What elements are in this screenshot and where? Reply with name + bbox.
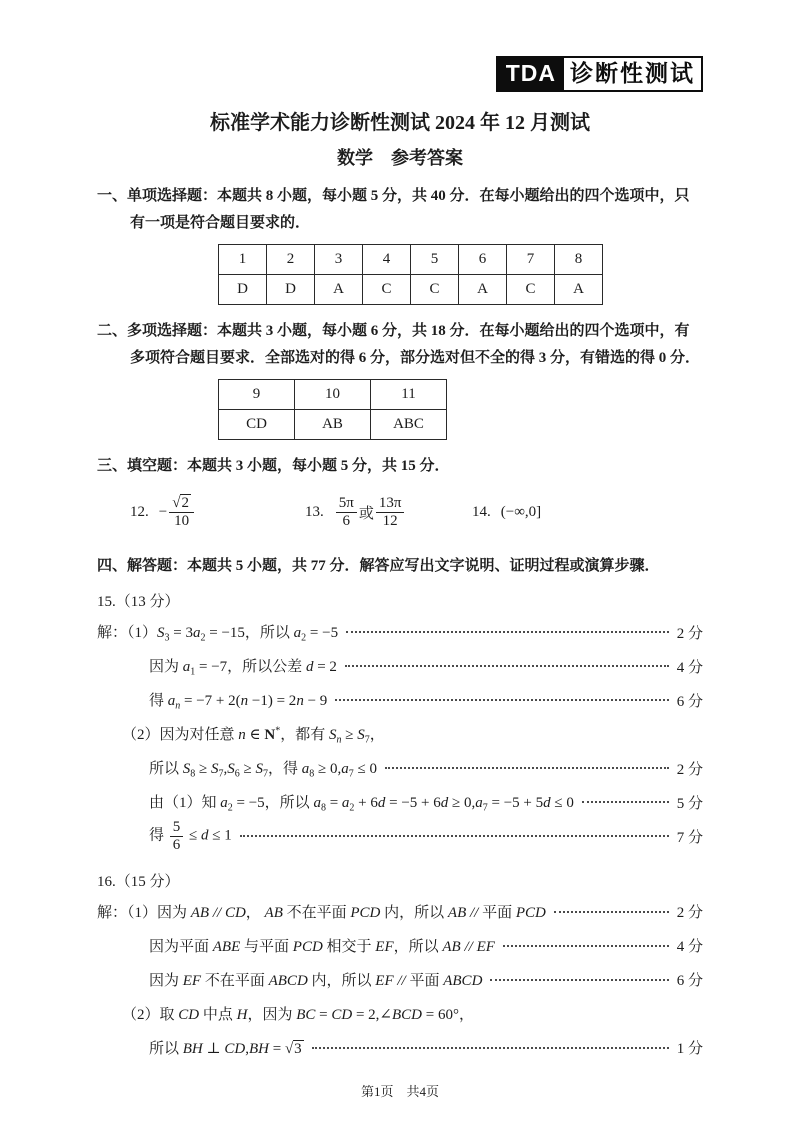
solution-line bbox=[97, 819, 703, 854]
answer-cell: AB bbox=[295, 410, 371, 440]
math-italic: ABCD bbox=[443, 973, 483, 990]
math-italic: S bbox=[157, 624, 165, 641]
question-number-cell: 10 bbox=[295, 380, 371, 410]
answer-cell: CD bbox=[219, 410, 295, 440]
fill-blank-number: 14. bbox=[472, 503, 491, 520]
solution-score: 4 分 bbox=[676, 939, 703, 956]
math-italic: a bbox=[475, 794, 483, 811]
question-number-cell: 8 bbox=[555, 245, 603, 275]
math-italic: n bbox=[175, 700, 181, 712]
math-sqrt: √2 bbox=[172, 494, 189, 511]
math-subscript bbox=[336, 734, 341, 745]
solution-line-content: 得 $a_n = -7 + 2(n -1) = 2n - 9$ bbox=[149, 692, 328, 712]
math-italic: a bbox=[182, 658, 191, 675]
solution-line-content: 所以 BH ⊥ CD,BH = √3 bbox=[149, 1041, 302, 1058]
math-fraction bbox=[170, 819, 184, 854]
math-italic: CD bbox=[331, 1007, 353, 1024]
dotted-leader bbox=[503, 945, 669, 947]
solution-score: 7 分 bbox=[676, 829, 703, 846]
solution-line-content: 因为 EF 不在平面 ABCD 内，所以 EF // 平面 ABCD bbox=[149, 973, 483, 990]
math-italic: a bbox=[341, 794, 350, 811]
solution-score: 1 分 bbox=[676, 1041, 703, 1058]
math-subscript: 2 bbox=[200, 632, 206, 644]
solution-line-content: 得 $\frac{5}{6}$ ≤ d ≤ 1 bbox=[149, 819, 232, 853]
math-italic: BH bbox=[182, 1041, 203, 1058]
solution-line bbox=[97, 683, 703, 717]
solution-line bbox=[97, 895, 703, 929]
fill-blank-answer bbox=[130, 484, 196, 540]
solution-line bbox=[97, 929, 703, 963]
sqrt-radicand: 2 bbox=[181, 494, 189, 511]
fill-blank-answers-row bbox=[97, 484, 703, 540]
math-italic: // bbox=[397, 973, 406, 990]
solutions-area bbox=[97, 590, 703, 1065]
math-subscript: 7 bbox=[262, 768, 268, 780]
question-number-cell: 6 bbox=[459, 245, 507, 275]
fraction-numerator bbox=[169, 495, 194, 513]
solution-line-content: 因为 $a_1 = -7$，所以公差 d = 2 bbox=[149, 658, 337, 678]
math-italic: AB bbox=[447, 905, 467, 922]
math-italic: n bbox=[336, 734, 342, 746]
math-subscript: 7 bbox=[218, 768, 224, 780]
fill-blank-number: 12. bbox=[130, 503, 149, 520]
math-italic: PCD bbox=[292, 939, 323, 956]
math-italic: a bbox=[301, 760, 310, 777]
dotted-leader bbox=[490, 979, 668, 981]
multi-choice-answer-table bbox=[218, 379, 447, 440]
math-italic: d bbox=[440, 794, 449, 811]
math-sqrt: √3 bbox=[284, 1041, 302, 1058]
fill-blank-value: − $\frac{√2}{10}$ bbox=[159, 495, 196, 530]
tda-logo-label: 诊断性测试 bbox=[564, 58, 701, 90]
math-subscript: 7 bbox=[348, 768, 354, 780]
math-italic: n bbox=[296, 692, 304, 709]
math-italic: CD bbox=[224, 905, 246, 922]
solution-line bbox=[97, 615, 703, 649]
section-heading-single-choice: 一、单项选择题：本题共 8 小题，每小题 5 分，共 40 分．在每小题给出的四个选项中，只有一项是符合题目要求的． bbox=[97, 188, 690, 231]
solution-score: 6 分 bbox=[676, 693, 703, 710]
question-number-cell: 2 bbox=[267, 245, 315, 275]
math-italic: PCD bbox=[515, 905, 546, 922]
question-number-cell: 3 bbox=[315, 245, 363, 275]
math-subscript: 6 bbox=[234, 768, 240, 780]
solution-line bbox=[97, 649, 703, 683]
math-bold: N bbox=[264, 726, 276, 743]
math-italic: a bbox=[341, 760, 349, 777]
solution-line-content: 所以 $S_8 \ge S_7,S_6 \ge S_7$，得 $a_8 \ge 0,a_7 \le 0$ bbox=[149, 760, 377, 780]
solution-score: 4 分 bbox=[676, 659, 703, 676]
problem-solution-block bbox=[97, 615, 703, 854]
dotted-leader bbox=[385, 767, 669, 769]
math-fraction bbox=[336, 495, 357, 530]
math-italic: n bbox=[238, 726, 246, 743]
math-italic: // bbox=[464, 939, 473, 956]
math-subscript: 2 bbox=[349, 802, 355, 814]
question-number-cell: 7 bbox=[507, 245, 555, 275]
page-title: 标准学术能力诊断性测试 2024 年 12 月测试 bbox=[210, 112, 590, 134]
fraction-numerator: 13π bbox=[376, 495, 405, 513]
math-italic: H bbox=[236, 1007, 248, 1024]
math-italic: a bbox=[192, 624, 201, 641]
math-subscript: 8 bbox=[190, 768, 196, 780]
question-number-cell: 9 bbox=[219, 380, 295, 410]
math-italic: ABE bbox=[212, 939, 241, 956]
math-italic: a bbox=[313, 794, 321, 811]
sqrt-radicand: 3 bbox=[294, 1041, 302, 1058]
section-heading-fill-blank: 三、填空题：本题共 3 小题，每小题 5 分，共 15 分． bbox=[97, 458, 450, 474]
math-italic: a bbox=[220, 794, 228, 811]
answer-cell: C bbox=[507, 275, 555, 305]
solution-line bbox=[97, 997, 703, 1031]
question-number-cell: 1 bbox=[219, 245, 267, 275]
math-italic: BCD bbox=[392, 1007, 422, 1024]
solution-line-content: （2）因为对任意 n ∈ N*，都有 $S_n \ge S_7$， bbox=[122, 725, 385, 746]
dotted-leader bbox=[335, 699, 668, 701]
solution-line-content: 解：$(1)S_3 = 3a_2 = -15$，所以 $a_2 = -5$ bbox=[97, 624, 339, 644]
solution-score: 2 分 bbox=[676, 761, 703, 778]
fill-blank-answer bbox=[305, 484, 406, 540]
single-choice-answer-table bbox=[218, 244, 603, 305]
math-italic: S bbox=[182, 760, 191, 777]
answer-cell: ABC bbox=[371, 410, 447, 440]
problem-header: 16.（15 分） bbox=[97, 873, 180, 890]
answer-cell: C bbox=[363, 275, 411, 305]
math-italic: // bbox=[469, 905, 479, 922]
math-italic: d bbox=[201, 827, 209, 844]
fraction-denominator: 10 bbox=[174, 512, 190, 529]
math-italic: a bbox=[167, 692, 176, 709]
math-italic: d bbox=[543, 794, 551, 811]
solution-line bbox=[97, 1031, 703, 1065]
math-subscript: 8 bbox=[320, 802, 326, 814]
math-fraction bbox=[376, 495, 405, 530]
answer-cell: A bbox=[555, 275, 603, 305]
math-italic: EF bbox=[182, 973, 202, 990]
math-italic: PCD bbox=[350, 905, 381, 922]
math-italic: AB bbox=[190, 905, 210, 922]
answer-cell: D bbox=[267, 275, 315, 305]
solution-line-content: 由（1）知 $a_2 = -5$，所以 $a_8 = a_2 + 6d = -5 + 6d \ge 0,a_7 = -5 + 5d \le 0$ bbox=[149, 794, 574, 814]
solution-line-content: （2）取 CD 中点 H，因为 BC = CD = 2,∠BCD = 60°， bbox=[122, 1007, 474, 1024]
question-number-cell: 11 bbox=[371, 380, 447, 410]
fill-blank-answer bbox=[472, 484, 541, 540]
solution-score: 2 分 bbox=[676, 905, 703, 922]
page-footer: 第1页 共4页 bbox=[360, 1083, 439, 1099]
solution-score: 2 分 bbox=[676, 625, 703, 642]
question-number-cell: 5 bbox=[411, 245, 459, 275]
answer-cell: A bbox=[459, 275, 507, 305]
answer-cell: A bbox=[315, 275, 363, 305]
math-italic: AB bbox=[442, 939, 461, 956]
math-italic: BH bbox=[248, 1041, 269, 1058]
math-italic: d bbox=[377, 794, 386, 811]
math-subscript: 2 bbox=[301, 632, 307, 644]
fill-blank-number: 13. bbox=[305, 503, 324, 520]
math-italic: S bbox=[227, 760, 235, 777]
math-italic: // bbox=[212, 905, 222, 922]
fraction-numerator: 5π bbox=[336, 495, 357, 513]
fraction-denominator: 12 bbox=[382, 512, 398, 529]
section-heading-solutions: 四、解答题：本题共 5 小题，共 77 分．解答应写出文字说明、证明过程或演算步骤． bbox=[97, 558, 660, 574]
math-subscript: 7 bbox=[482, 802, 488, 814]
tda-logo-abbr: TDA bbox=[498, 58, 564, 90]
problem-header: 15.（13 分） bbox=[97, 594, 180, 610]
math-italic: EF bbox=[375, 939, 394, 956]
fill-blank-value: $\frac{5\pi}{6}$ 或 $\frac{13\pi}{12}$ bbox=[334, 495, 407, 530]
solution-line bbox=[97, 963, 703, 997]
dotted-leader bbox=[345, 665, 669, 667]
section-heading-multi-choice: 二、多项选择题：本题共 3 小题，每小题 6 分，共 18 分．在每小题给出的四个选项中，有多项符合题目要求．全部选对的得 6 分，部分选对但不全的得 3 分，有错选的得 0 分． bbox=[97, 323, 701, 366]
solution-score: 5 分 bbox=[676, 795, 703, 812]
math-italic: AB bbox=[264, 905, 283, 922]
solution-line bbox=[97, 717, 703, 751]
solution-score: 6 分 bbox=[676, 973, 703, 990]
fraction-denominator: 6 bbox=[342, 512, 351, 529]
math-subscript: 1 bbox=[190, 666, 196, 678]
math-subscript: 7 bbox=[364, 734, 370, 746]
math-subscript: 3 bbox=[164, 632, 170, 644]
math-italic: S bbox=[255, 760, 263, 777]
solution-line-content: 解：（1）因为 AB // CD， AB 不在平面 PCD 内，所以 AB // 平面 PCD bbox=[97, 905, 546, 922]
solution-line-content: 因为平面 ABE 与平面 PCD 相交于 EF，所以 AB // EF bbox=[149, 939, 495, 956]
dotted-leader bbox=[312, 1047, 669, 1049]
tda-logo bbox=[496, 56, 703, 92]
solution-line bbox=[97, 751, 703, 785]
fill-blank-value: (−∞,0] bbox=[500, 503, 542, 520]
dotted-leader bbox=[240, 835, 669, 837]
math-italic: S bbox=[328, 726, 337, 743]
page-subtitle: 数学 参考答案 bbox=[337, 148, 463, 168]
fraction-denominator: 6 bbox=[172, 836, 181, 853]
math-italic: ABCD bbox=[268, 973, 308, 990]
math-italic: S bbox=[211, 760, 219, 777]
math-italic: S bbox=[357, 726, 365, 743]
math-italic: EF bbox=[476, 939, 495, 956]
question-number-cell: 4 bbox=[363, 245, 411, 275]
answer-cell: C bbox=[411, 275, 459, 305]
dotted-leader bbox=[554, 911, 669, 913]
dotted-leader bbox=[346, 631, 669, 633]
math-fraction bbox=[169, 495, 194, 530]
math-italic: d bbox=[305, 658, 314, 675]
math-subscript bbox=[175, 700, 180, 711]
math-italic: CD bbox=[178, 1007, 200, 1024]
math-subscript: 2 bbox=[227, 802, 233, 814]
answer-cell: D bbox=[219, 275, 267, 305]
math-italic: CD bbox=[224, 1041, 246, 1058]
problem-solution-block bbox=[97, 895, 703, 1065]
solution-line bbox=[97, 785, 703, 819]
math-italic: a bbox=[293, 624, 302, 641]
math-italic: n bbox=[240, 692, 249, 709]
math-italic: BC bbox=[296, 1007, 316, 1024]
math-italic: EF bbox=[375, 973, 394, 990]
math-subscript: 8 bbox=[309, 768, 315, 780]
math-superscript: * bbox=[275, 725, 281, 737]
dotted-leader bbox=[582, 801, 669, 803]
fraction-numerator: 5 bbox=[170, 819, 184, 837]
